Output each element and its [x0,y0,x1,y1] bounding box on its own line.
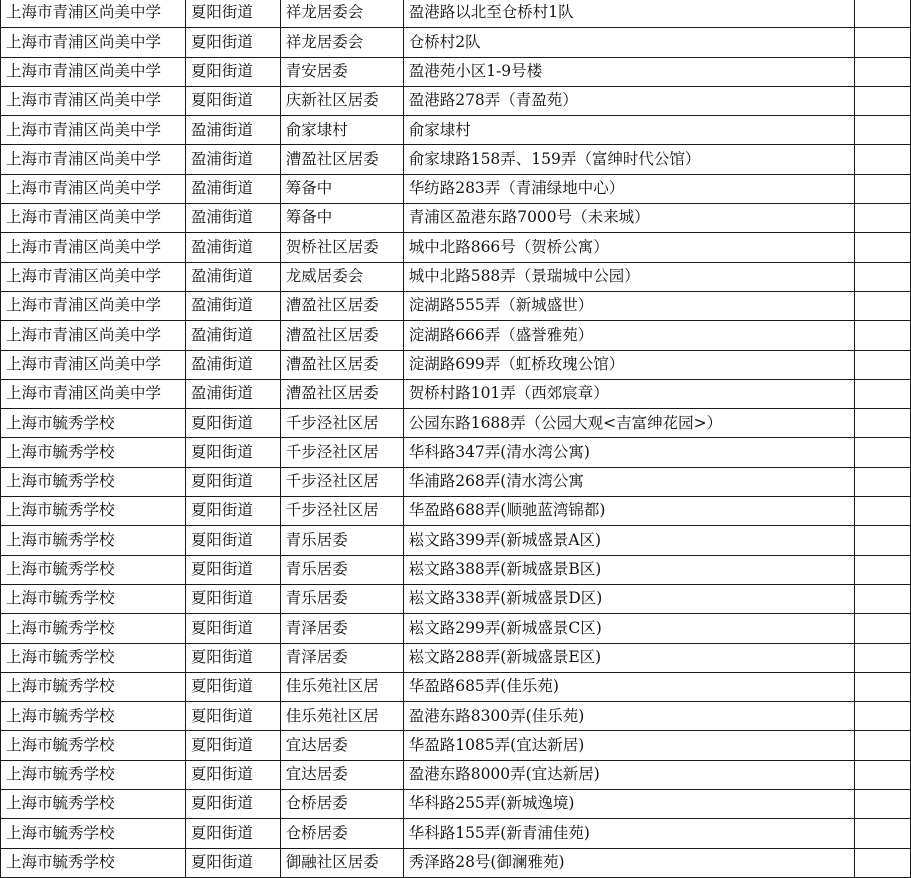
committee-cell: 青泽居委 [280,614,403,643]
school-cell: 上海市毓秀学校 [1,760,186,789]
street-cell: 夏阳街道 [185,467,280,496]
street-cell: 盈浦街道 [185,321,280,350]
committee-cell: 佳乐苑社区居 [280,672,403,701]
address-cell: 崧文路288弄(新城盛景E区) [403,643,854,672]
table-row [1,584,911,613]
table-row [1,145,911,174]
address-cell: 华纺路283弄（青浦绿地中心） [403,174,854,203]
empty-cell [855,262,911,291]
empty-cell [855,57,911,86]
committee-cell: 漕盈社区居委 [280,145,403,174]
table-row [1,497,911,526]
table-row [1,731,911,760]
empty-cell [855,819,911,848]
street-cell: 夏阳街道 [185,409,280,438]
address-table-body [1,0,911,877]
empty-cell [855,174,911,203]
empty-cell [855,790,911,819]
committee-cell: 青乐居委 [280,526,403,555]
table-row [1,467,911,496]
address-cell: 仓桥村2队 [403,28,854,57]
committee-cell: 俞家埭村 [280,116,403,145]
school-cell: 上海市青浦区尚美中学 [1,0,186,28]
street-cell: 夏阳街道 [185,555,280,584]
school-cell: 上海市毓秀学校 [1,819,186,848]
address-cell: 华科路155弄(新青浦佳苑) [403,819,854,848]
empty-cell [855,702,911,731]
table-row [1,57,911,86]
street-cell: 夏阳街道 [185,643,280,672]
street-cell: 夏阳街道 [185,760,280,789]
street-cell: 夏阳街道 [185,497,280,526]
school-cell: 上海市毓秀学校 [1,409,186,438]
address-cell: 华科路255弄(新城逸境) [403,790,854,819]
empty-cell [855,555,911,584]
committee-cell: 仓桥居委 [280,819,403,848]
street-cell: 盈浦街道 [185,116,280,145]
address-cell: 青浦区盈港东路7000号（未来城） [403,204,854,233]
school-cell: 上海市青浦区尚美中学 [1,204,186,233]
table-row [1,28,911,57]
table-row [1,262,911,291]
empty-cell [855,379,911,408]
address-cell: 盈港东路8000弄(宜达新居) [403,760,854,789]
address-cell: 俞家埭村 [403,116,854,145]
committee-cell: 千步泾社区居 [280,467,403,496]
committee-cell: 筹备中 [280,204,403,233]
address-cell: 俞家埭路158弄、159弄（富绅时代公馆） [403,145,854,174]
table-row [1,321,911,350]
address-cell: 秀泽路28号(御澜雅苑) [403,848,854,877]
address-cell: 贺桥村路101弄（西郊宸章） [403,379,854,408]
school-cell: 上海市青浦区尚美中学 [1,291,186,320]
empty-cell [855,116,911,145]
address-cell: 盈港路以北至仓桥村1队 [403,0,854,28]
committee-cell: 千步泾社区居 [280,409,403,438]
address-cell: 华浦路268弄(清水湾公寓 [403,467,854,496]
street-cell: 夏阳街道 [185,819,280,848]
address-cell: 崧文路399弄(新城盛景A区) [403,526,854,555]
street-cell: 盈浦街道 [185,291,280,320]
empty-cell [855,467,911,496]
empty-cell [855,28,911,57]
street-cell: 夏阳街道 [185,672,280,701]
committee-cell: 千步泾社区居 [280,438,403,467]
empty-cell [855,350,911,379]
empty-cell [855,204,911,233]
school-cell: 上海市毓秀学校 [1,555,186,584]
street-cell: 盈浦街道 [185,262,280,291]
school-cell: 上海市毓秀学校 [1,438,186,467]
address-cell: 城中北路866号（贺桥公寓） [403,233,854,262]
table-row [1,760,911,789]
empty-cell [855,291,911,320]
street-cell: 夏阳街道 [185,848,280,877]
school-cell: 上海市毓秀学校 [1,702,186,731]
address-cell: 公园东路1688弄（公园大观<吉富绅花园>） [403,409,854,438]
street-cell: 夏阳街道 [185,702,280,731]
street-cell: 夏阳街道 [185,28,280,57]
school-cell: 上海市毓秀学校 [1,790,186,819]
table-row [1,643,911,672]
school-cell: 上海市青浦区尚美中学 [1,379,186,408]
table-row [1,848,911,877]
table-row [1,438,911,467]
empty-cell [855,145,911,174]
address-cell: 华盈路688弄(顺驰蓝湾锦都) [403,497,854,526]
table-row [1,819,911,848]
school-cell: 上海市青浦区尚美中学 [1,57,186,86]
school-cell: 上海市毓秀学校 [1,467,186,496]
table-row [1,291,911,320]
table-row [1,350,911,379]
empty-cell [855,614,911,643]
empty-cell [855,86,911,115]
school-cell: 上海市青浦区尚美中学 [1,350,186,379]
committee-cell: 祥龙居委会 [280,28,403,57]
table-row [1,702,911,731]
committee-cell: 祥龙居委会 [280,0,403,28]
school-cell: 上海市毓秀学校 [1,614,186,643]
street-cell: 夏阳街道 [185,584,280,613]
school-cell: 上海市青浦区尚美中学 [1,116,186,145]
table-row [1,555,911,584]
empty-cell [855,672,911,701]
street-cell: 夏阳街道 [185,790,280,819]
address-cell: 盈港苑小区1-9号楼 [403,57,854,86]
address-cell: 华盈路1085弄(宜达新居) [403,731,854,760]
table-row [1,790,911,819]
empty-cell [855,233,911,262]
address-cell: 城中北路588弄（景瑞城中公园） [403,262,854,291]
committee-cell: 筹备中 [280,174,403,203]
school-cell: 上海市毓秀学校 [1,497,186,526]
address-cell: 淀湖路555弄（新城盛世） [403,291,854,320]
address-cell: 淀湖路666弄（盛誉雅苑） [403,321,854,350]
school-cell: 上海市青浦区尚美中学 [1,262,186,291]
empty-cell [855,497,911,526]
address-cell: 华盈路685弄(佳乐苑) [403,672,854,701]
committee-cell: 漕盈社区居委 [280,321,403,350]
school-cell: 上海市青浦区尚美中学 [1,86,186,115]
table-row [1,379,911,408]
committee-cell: 宜达居委 [280,760,403,789]
table-row [1,0,911,28]
empty-cell [855,584,911,613]
committee-cell: 漕盈社区居委 [280,379,403,408]
empty-cell [855,0,911,28]
empty-cell [855,409,911,438]
committee-cell: 佳乐苑社区居 [280,702,403,731]
committee-cell: 青安居委 [280,57,403,86]
school-cell: 上海市毓秀学校 [1,731,186,760]
table-row [1,614,911,643]
table-row [1,526,911,555]
table-row [1,174,911,203]
address-cell: 盈港东路8300弄(佳乐苑) [403,702,854,731]
empty-cell [855,643,911,672]
table-row [1,409,911,438]
street-cell: 夏阳街道 [185,438,280,467]
empty-cell [855,321,911,350]
street-cell: 盈浦街道 [185,174,280,203]
school-cell: 上海市青浦区尚美中学 [1,233,186,262]
empty-cell [855,526,911,555]
school-cell: 上海市青浦区尚美中学 [1,321,186,350]
empty-cell [855,760,911,789]
committee-cell: 漕盈社区居委 [280,350,403,379]
school-cell: 上海市毓秀学校 [1,643,186,672]
committee-cell: 贺桥社区居委 [280,233,403,262]
address-cell: 淀湖路699弄（虹桥玫瑰公馆） [403,350,854,379]
committee-cell: 仓桥居委 [280,790,403,819]
committee-cell: 龙威居委会 [280,262,403,291]
table-row [1,233,911,262]
table-row [1,116,911,145]
street-cell: 夏阳街道 [185,0,280,28]
school-cell: 上海市毓秀学校 [1,584,186,613]
school-cell: 上海市青浦区尚美中学 [1,174,186,203]
table-row [1,672,911,701]
school-cell: 上海市毓秀学校 [1,526,186,555]
street-cell: 盈浦街道 [185,204,280,233]
street-cell: 盈浦街道 [185,145,280,174]
street-cell: 盈浦街道 [185,233,280,262]
street-cell: 夏阳街道 [185,731,280,760]
empty-cell [855,731,911,760]
address-cell: 崧文路338弄(新城盛景D区) [403,584,854,613]
school-cell: 上海市青浦区尚美中学 [1,28,186,57]
committee-cell: 青乐居委 [280,555,403,584]
school-cell: 上海市毓秀学校 [1,672,186,701]
committee-cell: 漕盈社区居委 [280,291,403,320]
address-cell: 崧文路299弄(新城盛景C区) [403,614,854,643]
address-cell: 崧文路388弄(新城盛景B区) [403,555,854,584]
table-row [1,204,911,233]
street-cell: 夏阳街道 [185,526,280,555]
empty-cell [855,438,911,467]
committee-cell: 千步泾社区居 [280,497,403,526]
committee-cell: 宜达居委 [280,731,403,760]
street-cell: 夏阳街道 [185,86,280,115]
address-cell: 华科路347弄(清水湾公寓) [403,438,854,467]
street-cell: 夏阳街道 [185,614,280,643]
school-cell: 上海市青浦区尚美中学 [1,145,186,174]
committee-cell: 庆新社区居委 [280,86,403,115]
street-cell: 盈浦街道 [185,379,280,408]
street-cell: 盈浦街道 [185,350,280,379]
committee-cell: 青泽居委 [280,643,403,672]
committee-cell: 御融社区居委 [280,848,403,877]
school-cell: 上海市毓秀学校 [1,848,186,877]
table-row [1,86,911,115]
empty-cell [855,848,911,877]
committee-cell: 青乐居委 [280,584,403,613]
street-cell: 夏阳街道 [185,57,280,86]
address-cell: 盈港路278弄（青盈苑） [403,86,854,115]
